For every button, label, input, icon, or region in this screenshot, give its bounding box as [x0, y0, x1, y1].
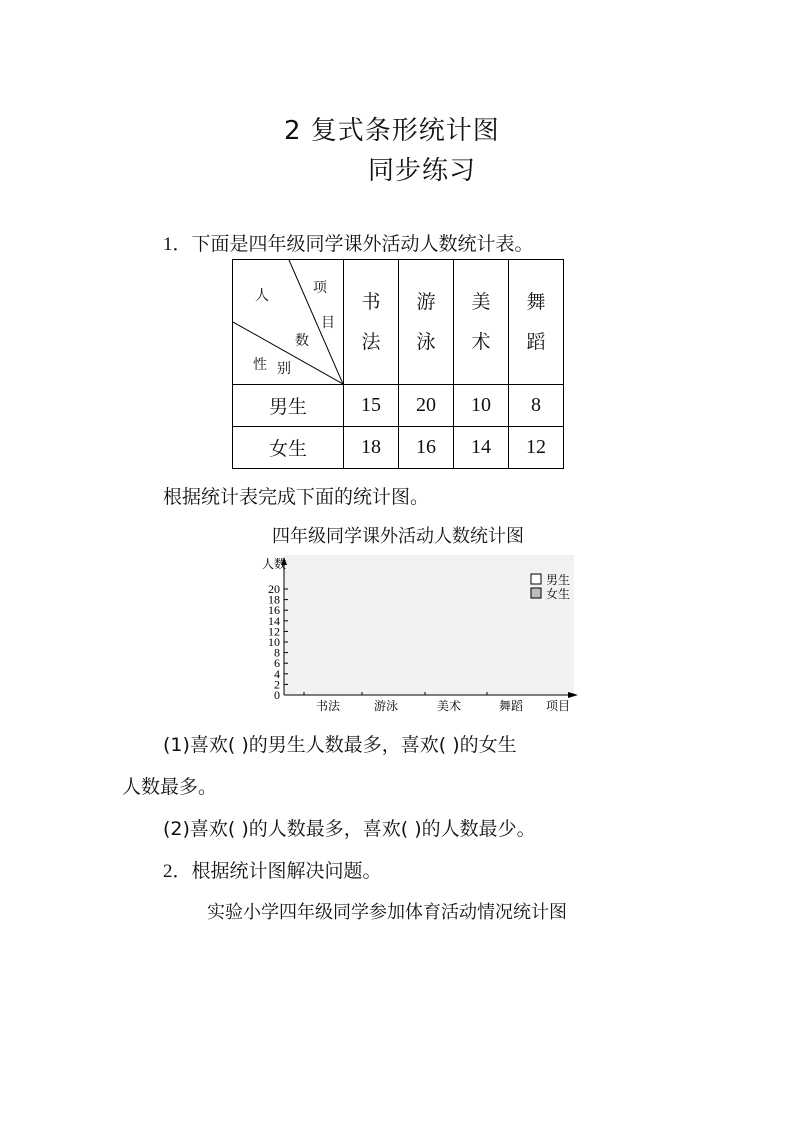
question-number: 1． — [163, 234, 192, 255]
table-cell: 12 — [509, 427, 564, 469]
question-1 — [163, 229, 534, 256]
y-tick-label: 12 — [268, 624, 280, 639]
y-tick-label: 8 — [274, 645, 280, 660]
x-tick-label: 书法 — [315, 699, 341, 713]
corner-label: 目 — [321, 315, 335, 331]
x-axis-label: 项目 — [545, 699, 571, 713]
table-column-header: 美 术 — [454, 260, 509, 385]
y-tick-label: 16 — [268, 603, 280, 618]
page-title: 2 复式条形统计图 — [284, 116, 500, 146]
table-row — [233, 427, 564, 469]
question-prompt: 下面是四年级同学课外活动人数统计表。 — [191, 233, 534, 255]
y-tick-label: 6 — [274, 656, 280, 671]
table-cell: 16 — [399, 427, 454, 469]
table-cell: 8 — [509, 385, 564, 427]
table-header-row — [233, 260, 564, 385]
chart-title: 实验小学四年级同学参加体育活动情况统计图 — [207, 902, 567, 923]
bar-chart-svg — [258, 553, 588, 718]
sub-question-1: (1)喜欢( )的男生人数最多，喜欢( )的女生 — [163, 734, 517, 756]
row-label: 女生 — [233, 427, 344, 469]
table-column-header: 舞 蹈 — [509, 260, 564, 385]
table-cell: 10 — [454, 385, 509, 427]
page-subtitle: 同步练习 — [368, 156, 477, 186]
row-label: 男生 — [233, 385, 344, 427]
y-tick-label: 14 — [268, 613, 280, 628]
table-cell: 18 — [344, 427, 399, 469]
sub-question-2: (2)喜欢( )的人数最多，喜欢( )的人数最少。 — [163, 818, 536, 840]
table-cell: 20 — [399, 385, 454, 427]
question-prompt: 根据统计图解决问题。 — [191, 860, 382, 882]
y-tick-label: 10 — [268, 635, 280, 649]
question-number: 2． — [163, 861, 192, 882]
instruction-text: 根据统计表完成下面的统计图。 — [163, 486, 430, 508]
x-tick-label: 舞蹈 — [498, 699, 524, 713]
table-cell: 14 — [454, 427, 509, 469]
table-corner-cell — [233, 260, 344, 385]
y-tick-label: 18 — [268, 592, 280, 607]
corner-label: 项 — [313, 280, 327, 296]
legend-label: 男生 — [546, 573, 571, 587]
y-tick-label: 0 — [274, 688, 280, 702]
y-tick-label: 2 — [274, 677, 280, 692]
corner-label: 别 — [277, 361, 291, 377]
bar-chart — [258, 553, 588, 718]
corner-label: 人 — [255, 288, 269, 304]
chart-title: 四年级同学课外活动人数统计图 — [272, 526, 524, 547]
x-tick-label: 美术 — [436, 699, 462, 713]
sub-question-1-continued: 人数最多。 — [122, 776, 218, 798]
table-column-header: 游 泳 — [399, 260, 454, 385]
x-tick-label: 游泳 — [373, 699, 399, 713]
y-tick-label: 20 — [268, 582, 280, 596]
table-row — [233, 385, 564, 427]
table-cell: 15 — [344, 385, 399, 427]
corner-label: 性 — [253, 357, 267, 373]
table-column-header: 书 法 — [344, 260, 399, 385]
legend-label: 女生 — [546, 587, 571, 601]
legend-swatch — [531, 588, 541, 598]
y-tick-label: 4 — [274, 666, 280, 681]
activity-table — [232, 259, 564, 469]
legend-swatch — [531, 574, 541, 584]
y-axis-label: 人数 — [262, 557, 287, 571]
corner-label: 数 — [295, 333, 309, 349]
question-2 — [163, 856, 382, 883]
